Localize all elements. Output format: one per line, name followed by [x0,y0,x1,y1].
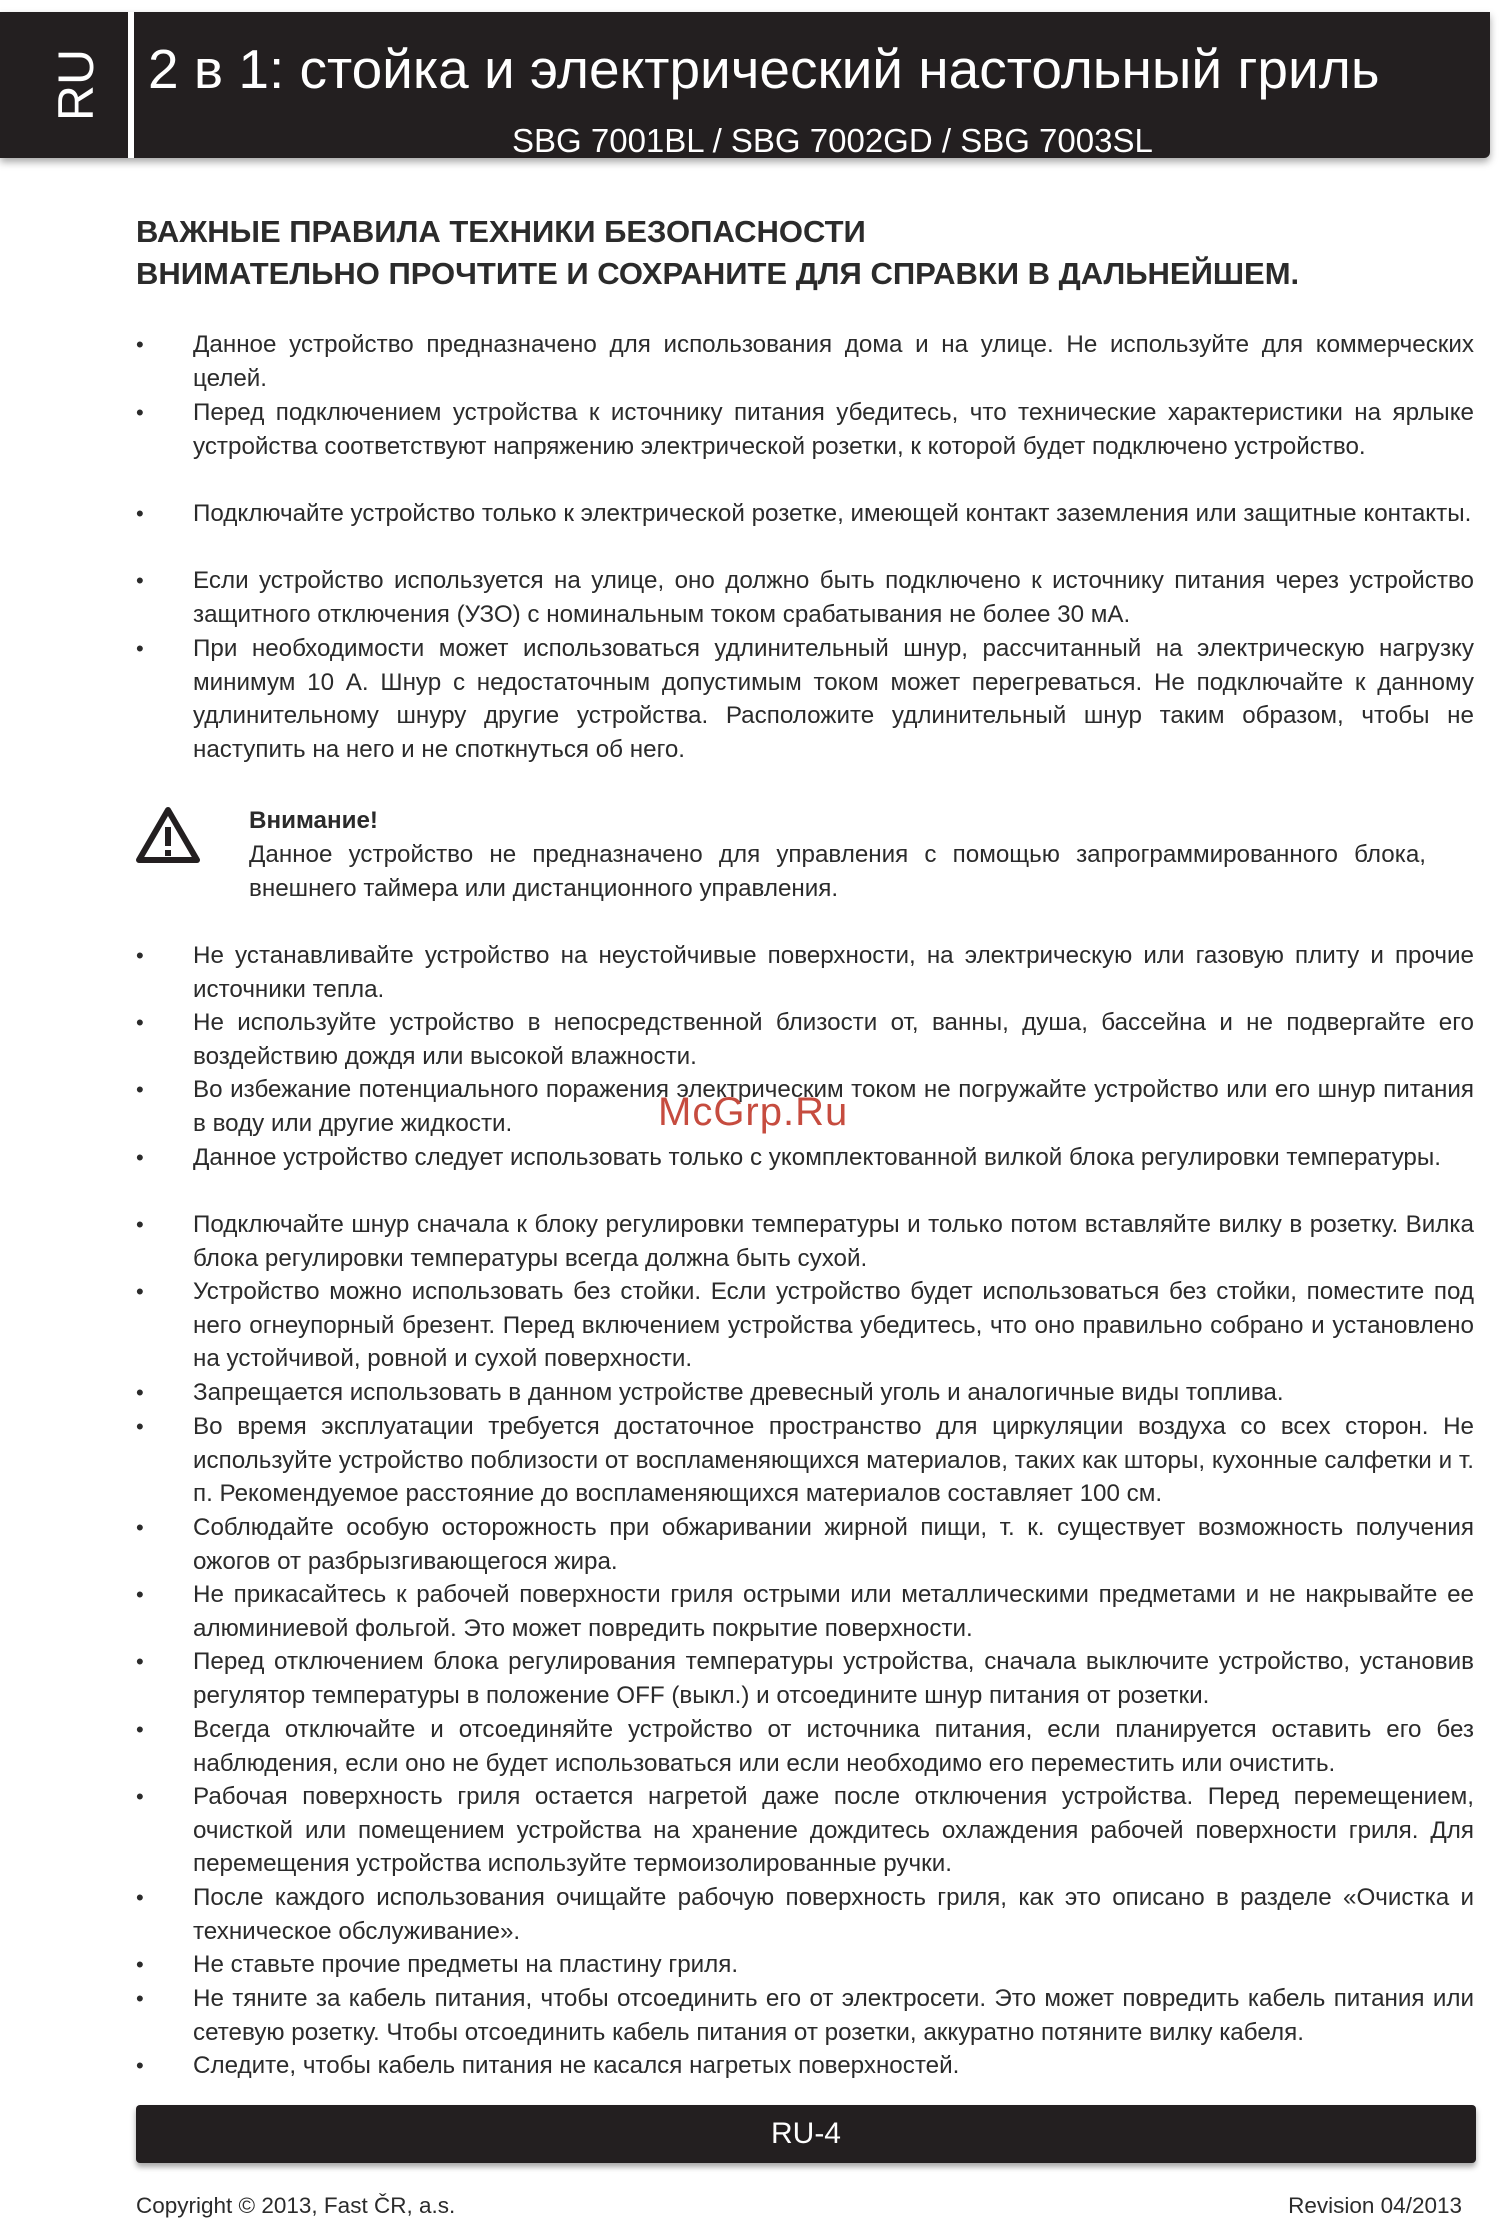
section-heading-line-1: ВАЖНЫЕ ПРАВИЛА ТЕХНИКИ БЕЗОПАСНОСТИ [136,214,866,249]
list-item [136,1578,1474,1645]
warning-title: Внимание! [249,807,378,834]
list-item-text: Не используйте устройство в непосредственной близости от, ванны, душа, бассейна и не подвергайте его воздействию дождя или высокой влажности. [193,1009,1474,1070]
bullet-marker: • [136,1077,144,1102]
list-item-text: Следите, чтобы кабель питания не касался нагретых поверхностей. [193,2052,960,2079]
bullet-marker: • [136,400,144,425]
page-header [0,12,1490,158]
bullet-marker: • [136,1414,144,1439]
warning-text: Данное устройство не предназначено для управления с помощью запрограммированного блока, внешнего таймера или дистанционного управления. [249,841,1426,902]
bullet-marker: • [136,568,144,593]
list-item-text: Всегда отключайте и отсоединяйте устройство от источника питания, если планируется оставить его без наблюдения, если оно не будет использоваться или если необходимо его переместить или очистить. [193,1716,1474,1777]
list-item [136,328,1474,395]
language-tab [0,12,128,158]
list-item [136,1780,1474,1881]
list-item-text: Не прикасайтесь к рабочей поверхности гриля острыми или металлическими предметами и не накрывайте ее алюминиевой фольгой. Это может повредить покрытие поверхности. [193,1581,1474,1642]
list-item [136,1006,1474,1073]
page-title: 2 в 1: стойка и электрический настольный гриль [148,38,1380,100]
bullet-marker: • [136,501,144,526]
header-divider [128,12,134,158]
footer-bar [136,2105,1476,2163]
list-item [136,1982,1474,2049]
list-item-text: Запрещается использовать в данном устройстве древесный уголь и аналогичные виды топлива. [193,1379,1284,1406]
bullet-marker: • [136,332,144,357]
list-item [136,2049,1474,2083]
list-item [136,1511,1474,1578]
list-item-text: Рабочая поверхность гриля остается нагретой даже после отключения устройства. Перед перемещением, очисткой или помещением устройства на хранение дождитесь охлаждения рабочей поверхности гриля. Для перемещения устройства используйте термоизолированные ручки. [193,1783,1474,1878]
list-item [136,939,1474,1006]
list-item-text: Не ставьте прочие предметы на пластину гриля. [193,1951,739,1978]
bullet-marker: • [136,636,144,661]
section-heading-line-2: ВНИМАТЕЛЬНО ПРОЧТИТЕ И СОХРАНИТЕ ДЛЯ СПРАВКИ В ДАЛЬНЕЙШЕМ. [136,256,1300,291]
bullet-marker: • [136,1515,144,1540]
list-item-text: Не устанавливайте устройство на неустойчивые поверхности, на электрическую или газовую плиту и прочие источники тепла. [193,942,1474,1003]
list-item-text: Перед подключением устройства к источнику питания убедитесь, что технические характеристики на ярлыке устройства соответствуют напряжению электрической розетки, к которой будет подключено устройство. [193,399,1474,460]
list-item-text: Перед отключением блока регулирования температуры устройства, сначала выключите устройство, установив регулятор температуры в положение OFF (выкл.) и отсоедините шнур питания от розетки. [193,1648,1474,1709]
list-item [136,1948,1474,1982]
page-number: RU-4 [770,2117,841,2150]
list-item-text: Если устройство используется на улице, оно должно быть подключено к источнику питания через устройство защитного отключения (УЗО) с номинальным током срабатывания не более 30 мА. [193,567,1474,628]
bullet-marker: • [136,1885,144,1910]
bullet-marker: • [136,1986,144,2011]
copyright-notice: Copyright © 2013, Fast ČR, a.s. [136,2193,456,2218]
bullet-marker: • [136,1582,144,1607]
bullet-marker: • [136,1010,144,1035]
list-item [136,396,1474,463]
bullet-marker: • [136,1212,144,1237]
list-item [136,1141,1474,1175]
list-item [136,1275,1474,1376]
bullet-marker: • [136,1279,144,1304]
list-item [136,497,1474,531]
bullet-marker: • [136,1784,144,1809]
list-item [136,1208,1474,1275]
list-item [136,1376,1474,1410]
list-item-text: После каждого использования очищайте рабочую поверхность гриля, как это описано в разделе «Очистка и техническое обслуживание». [193,1884,1474,1945]
list-item-text: Подключайте шнур сначала к блоку регулировки температуры и только потом вставляйте вилку в розетку. Вилка блока регулировки температуры всегда должна быть сухой. [193,1211,1474,1272]
list-item-text: Соблюдайте особую осторожность при обжаривании жирной пищи, т. к. существует возможность получения ожогов от разбрызгивающегося жира. [193,1514,1474,1575]
list-item [136,564,1474,631]
bullet-marker: • [136,1380,144,1405]
list-item [136,632,1474,767]
list-item [136,1410,1474,1511]
bullet-marker: • [136,1145,144,1170]
revision-label: Revision 04/2013 [1288,2193,1462,2218]
bullet-marker: • [136,1717,144,1742]
bullet-marker: • [136,1649,144,1674]
bullet-marker: • [136,2053,144,2078]
list-item [136,1881,1474,1948]
watermark: McGrp.Ru [658,1090,849,1134]
list-item-text: При необходимости может использоваться удлинительный шнур, рассчитанный на электрическую нагрузку минимум 10 А. Шнур с недостаточным допустимым током может перегреваться. Не подключайте к данному удлинительному шнуру другие устройства. Расположите удлинительный шнур таким образом, чтобы не наступить на него и не споткнуться об него. [193,635,1474,764]
list-item-text: Во время эксплуатации требуется достаточное пространство для циркуляции воздуха со всех сторон. Не используйте устройство поблизости от воспламеняющихся материалов, таких как шторы, кухонные салфетки и т. п. Рекомендуемое расстояние до воспламеняющихся материалов составляет 100 см. [193,1413,1474,1508]
list-item [136,1713,1474,1780]
model-numbers: SBG 7001BL / SBG 7002GD / SBG 7003SL [512,122,1153,159]
list-item [136,1645,1474,1712]
bullet-marker: • [136,943,144,968]
warning-triangle-icon [136,806,200,864]
list-item-text: Во избежание потенциального поражения электрическим током не погружайте устройство или его шнур питания в воду или другие жидкости. [193,1076,1474,1137]
list-item-text: Данное устройство предназначено для использования дома и на улице. Не используйте для коммерческих целей. [193,331,1474,392]
list-item-text: Устройство можно использовать без стойки. Если устройство будет использоваться без стойки, поместите под него огнеупорный брезент. Перед включением устройства убедитесь, что оно правильно собрано и установлено на устойчивой, ровной и сухой поверхности. [193,1278,1474,1373]
list-item-text: Подключайте устройство только к электрической розетке, имеющей контакт заземления или защитные контакты. [193,500,1472,527]
list-item-text: Данное устройство следует использовать только с укомплектованной вилкой блока регулировки температуры. [193,1144,1441,1171]
list-item-text: Не тяните за кабель питания, чтобы отсоединить его от электросети. Это может повредить кабель питания или сетевую розетку. Чтобы отсоединить кабель питания от розетки, аккуратно потяните вилку кабеля. [193,1985,1474,2046]
language-code: RU [48,48,104,122]
bullet-marker: • [136,1952,144,1977]
